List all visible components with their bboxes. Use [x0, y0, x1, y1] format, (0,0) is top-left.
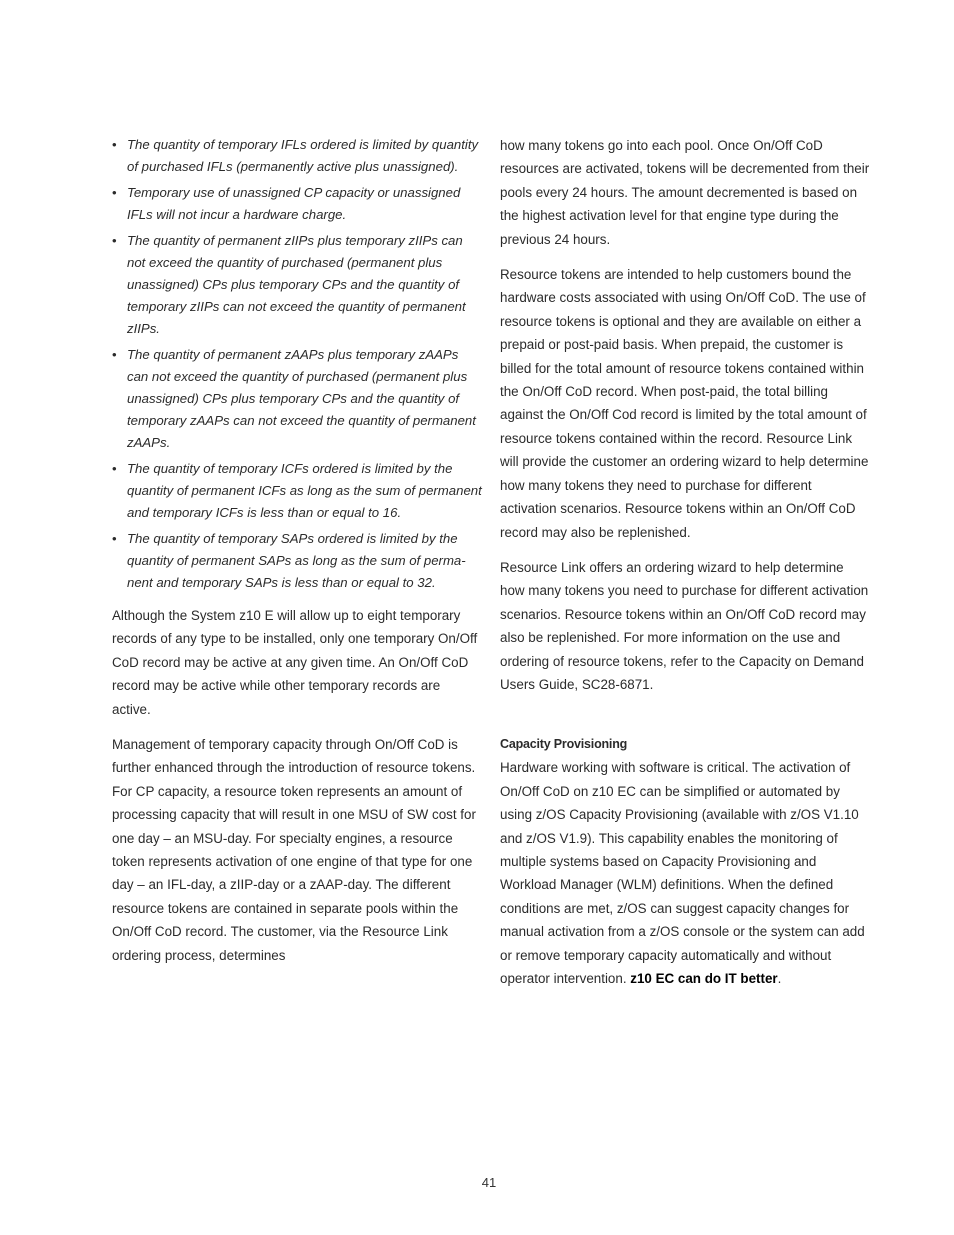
body-paragraph: how many tokens go into each pool. Once On/Off CoD resources are activated, tokens will be decremented from their pools every 24 hours. The amount decremented is based on the highest activation level for that engine type during the previous 24 hours.: [500, 138, 870, 247]
left-column: [112, 134, 482, 979]
body-paragraph: Management of temporary capacity through On/Off CoD is further enhanced through the introduction of resource tokens. For CP capacity, a resource token represents an amount of processing capacity that will result in one MSU of SW cost for one day – an MSU-day. For specialty engines, a resource token represents activation of one engine of that type for one day – an IFL-day, a zIIP-day or a zAAP-day. The different resource tokens are contained in separate pools within the On/Off CoD record. The customer, via the Resource Link ordering process, determines: [112, 737, 476, 963]
list-item: • The quantity of temporary SAPs ordered is limited by the quantity of permanent SAPs as long as the sum of permanent and temporary SAPs is less than or equal to 32.: [112, 531, 466, 590]
body-paragraph: Resource tokens are intended to help customers bound the hardware costs associated with using On/Off CoD. The use of resource tokens is optional and they are available on either a prepaid or post-paid basis. When prepaid, the customer is billed for the total amount of resource tokens contained within the On/Off CoD record. When post-paid, the total billing against the On/Off Cod record is limited by the total amount of resource tokens contained within the record. Resource Link will provide the customer an ordering wizard to help determine how many tokens they need to purchase for different activation scenarios. Resource tokens within an On/Off CoD record may also be replenished.: [500, 267, 869, 540]
list-item: • The quantity of temporary ICFs ordered is limited by the quantity of permanent ICFs as long as the sum of permanent and temporary ICFs is less than or equal to 16.: [112, 461, 482, 520]
bullet-text: The quantity of permanent zIIPs plus temporary zIIPs can not exceed the quantity of purchased (permanent plus unassigned) CPs plus temporary CPs and the quantity of temporary zIIPs can not exceed the quantity of permanent zIIPs.: [127, 233, 466, 336]
bullet-text: The quantity of temporary SAPs ordered is limited by the quantity of permanent SAPs as long as the sum of permanent and temporary SAPs is less than or equal to 32.: [127, 531, 466, 590]
bullet-text: The quantity of temporary ICFs ordered is limited by the quantity of permanent ICFs as long as the sum of permanent and temporary ICFs is less than or equal to 16.: [127, 461, 482, 520]
section-text: Hardware working with software is critical. The activation of On/Off CoD on z10 EC can be simplified or automated by using z/OS Capacity Provisioning (available with z/OS V1.10 and z/OS V1.9). This capability enables the monitoring of multiple systems based on Capacity Provisioning and Workload Manager (WLM) definitions. When the defined conditions are met, z/OS can suggest capacity changes for manual activation from a z/OS console or the system can add or remove temporary capacity automatically and without operator intervention.: [500, 760, 865, 986]
section-end: .: [777, 971, 782, 986]
body-paragraph: Resource Link offers an ordering wizard to help determine how many tokens you need to purchase for different activation scenarios. Resource tokens within an On/Off CoD record may also be replenished. For more information on the use and ordering of resource tokens, refer to the Capacity on Demand Users Guide, SC28-6871.: [500, 559, 869, 692]
tagline: z10 EC can do IT better: [630, 971, 778, 986]
bullet-text: Temporary use of unassigned CP capacity or unassigned IFLs will not incur a hardware charge.: [127, 185, 461, 222]
bullet-text: The quantity of temporary IFLs ordered is limited by quantity of purchased IFLs (permanently active plus unassigned).: [127, 137, 479, 174]
list-item: • The quantity of temporary IFLs ordered is limited by quantity of purchased IFLs (permanently active plus unassigned).: [112, 137, 479, 174]
list-item: • The quantity of permanent zIIPs plus temporary zIIPs can not exceed the quantity of purchased (permanent plus unassigned) CPs plus temporary CPs and the quantity of temporary zIIPs can not exceed the quantity of permanent zIIPs.: [112, 233, 466, 336]
page-number: 41: [481, 1175, 497, 1190]
bullet-list: [112, 134, 482, 594]
section-paragraph: [500, 756, 870, 990]
section-heading: Capacity Provisioning: [500, 737, 628, 752]
body-paragraph: Although the System z10 E will allow up to eight temporary records of any type to be installed, only one temporary On/Off CoD record may be active at any given time. An On/Off CoD record may be active while other temporary records are active.: [112, 608, 478, 717]
list-item: • The quantity of permanent zAAPs plus temporary zAAPs can not exceed the quantity of purchased (permanent plus unassigned) CPs plus temporary CPs and the quantity of temporary zAAPs can not exceed the quantity of permanent zAAPs.: [112, 347, 476, 450]
right-column: [500, 134, 870, 1002]
bullet-text: The quantity of permanent zAAPs plus temporary zAAPs can not exceed the quantity of purchased (permanent plus unassigned) CPs plus temporary CPs and the quantity of temporary zAAPs can not exceed the quantity of permanent zAAPs.: [127, 347, 476, 450]
list-item: • Temporary use of unassigned CP capacity or unassigned IFLs will not incur a hardware charge.: [112, 185, 461, 222]
